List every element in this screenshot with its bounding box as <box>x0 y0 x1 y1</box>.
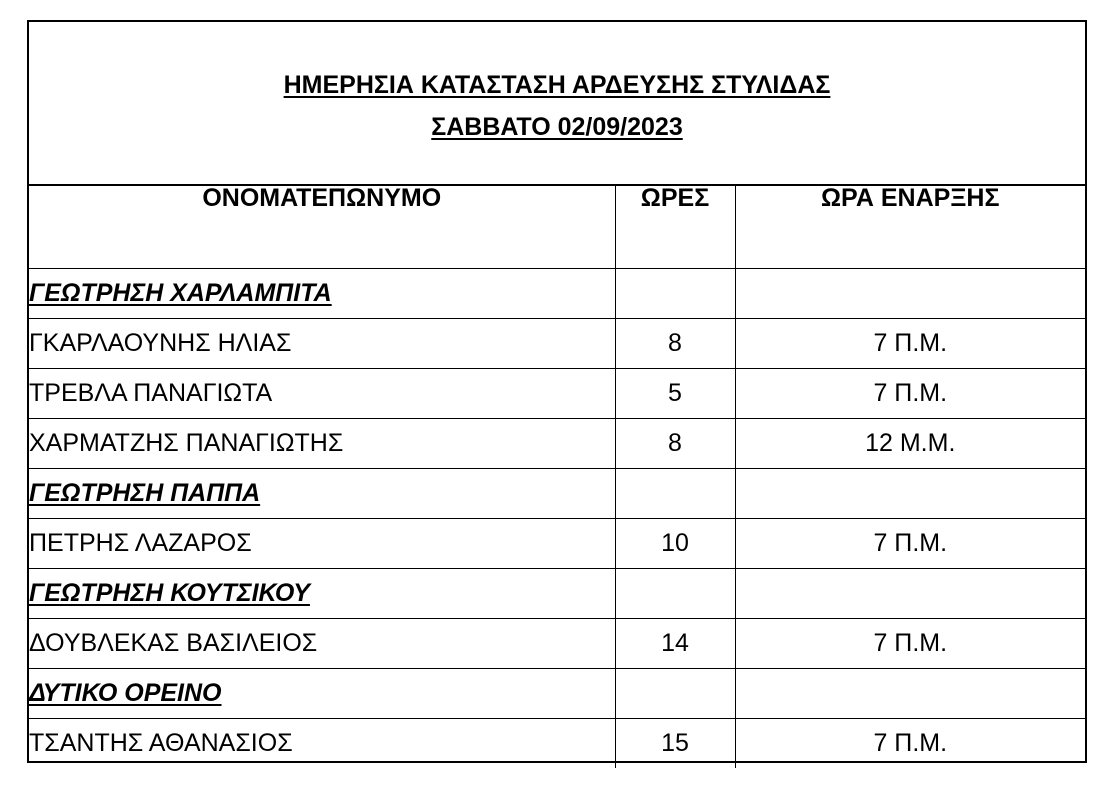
name-cell: ΤΡΕΒΛΑ ΠΑΝΑΓΙΩΤΑ <box>29 368 615 418</box>
start-time-cell <box>735 568 1085 618</box>
name-cell: ΤΣΑΝΤΗΣ ΑΘΑΝΑΣΙΟΣ <box>29 718 615 768</box>
name-cell: ΔΟΥΒΛΕΚΑΣ ΒΑΣΙΛΕΙΟΣ <box>29 618 615 668</box>
hours-cell: 14 <box>615 618 735 668</box>
table-row <box>29 518 1085 568</box>
start-time-cell <box>735 468 1085 518</box>
hours-cell <box>615 668 735 718</box>
hours-cell <box>615 568 735 618</box>
start-time-cell: 7 Π.Μ. <box>735 718 1085 768</box>
table-row <box>29 568 1085 618</box>
section-name-cell: ΓΕΩΤΡΗΣΗ ΠΑΠΠΑ <box>29 468 615 518</box>
hours-cell: 5 <box>615 368 735 418</box>
start-time-cell <box>735 668 1085 718</box>
table-header-row <box>29 184 1085 268</box>
hours-cell: 10 <box>615 518 735 568</box>
table-row <box>29 618 1085 668</box>
section-name-cell: ΔΥΤΙΚΟ ΟΡΕΙΝΟ <box>29 668 615 718</box>
hours-cell <box>615 468 735 518</box>
start-time-cell: 7 Π.Μ. <box>735 618 1085 668</box>
name-cell: ΓΚΑΡΛΑΟΥΝΗΣ ΗΛΙΑΣ <box>29 318 615 368</box>
title-block <box>29 22 1085 186</box>
start-time-cell: 12 Μ.Μ. <box>735 418 1085 468</box>
table-row <box>29 268 1085 318</box>
hours-cell: 8 <box>615 318 735 368</box>
table-row <box>29 718 1085 768</box>
section-name-cell: ΓΕΩΤΡΗΣΗ ΧΑΡΛΑΜΠΙΤΑ <box>29 268 615 318</box>
start-time-cell <box>735 268 1085 318</box>
irrigation-schedule-sheet <box>27 20 1087 763</box>
table-row <box>29 368 1085 418</box>
start-time-cell: 7 Π.Μ. <box>735 518 1085 568</box>
section-name-cell: ΓΕΩΤΡΗΣΗ ΚΟΥΤΣΙΚΟΥ <box>29 568 615 618</box>
table-row <box>29 418 1085 468</box>
table-row <box>29 468 1085 518</box>
hours-cell: 15 <box>615 718 735 768</box>
hours-cell <box>615 268 735 318</box>
column-header-start-time: ΩΡΑ ΕΝΑΡΞΗΣ <box>735 184 1085 268</box>
hours-cell: 8 <box>615 418 735 468</box>
schedule-table <box>29 184 1085 768</box>
document-date: ΣΑΒΒΑΤΟ 02/09/2023 <box>431 113 683 141</box>
column-header-hours: ΩΡΕΣ <box>615 184 735 268</box>
document-title: ΗΜΕΡΗΣΙΑ ΚΑΤΑΣΤΑΣΗ ΑΡΔΕΥΣΗΣ ΣΤΥΛΙΔΑΣ <box>283 71 831 99</box>
start-time-cell: 7 Π.Μ. <box>735 368 1085 418</box>
name-cell: ΧΑΡΜΑΤΖΗΣ ΠΑΝΑΓΙΩΤΗΣ <box>29 418 615 468</box>
table-row <box>29 668 1085 718</box>
name-cell: ΠΕΤΡΗΣ ΛΑΖΑΡΟΣ <box>29 518 615 568</box>
table-row <box>29 318 1085 368</box>
column-header-name: ΟΝΟΜΑΤΕΠΩΝΥΜΟ <box>29 184 615 268</box>
start-time-cell: 7 Π.Μ. <box>735 318 1085 368</box>
